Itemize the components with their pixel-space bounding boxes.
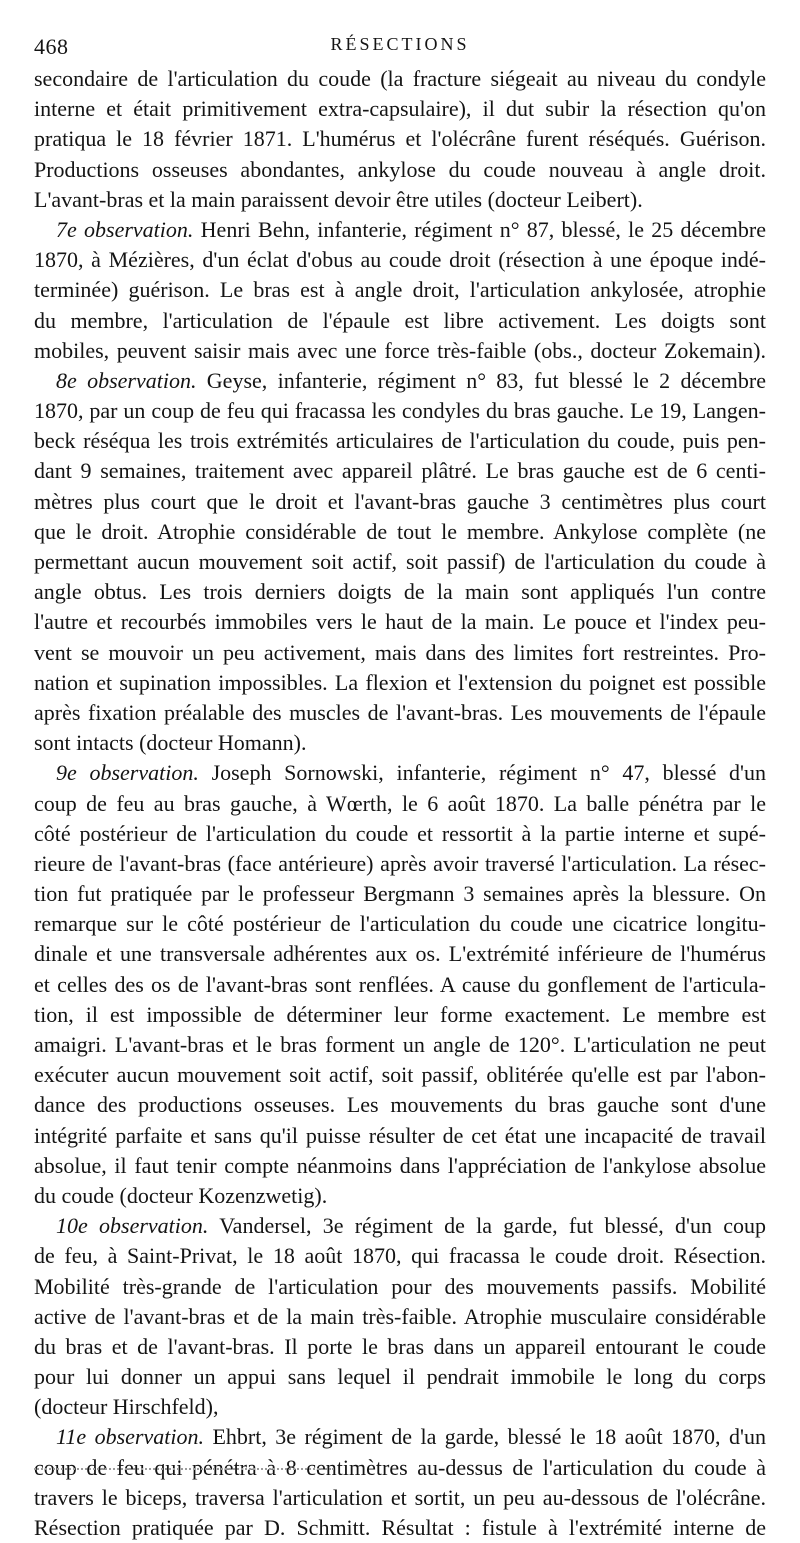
line-text: intégrité parfaite et sans qu'il puisse résulter de cet état une incapacité de travail: [34, 1122, 766, 1148]
text-line: [34, 64, 766, 94]
line-text: 1870, à Mézières, d'un éclat d'obus au coude droit (résection à une époque indé-: [34, 247, 766, 273]
text-line: [34, 789, 766, 819]
line-text: Résection pratiquée par D. Schmitt. Résultat : fistule à l'extrémité interne de: [34, 1515, 766, 1540]
line-text: côté postérieur de l'articulation du coude et ressortit à la partie interne et supé-: [34, 820, 766, 846]
text-line: [34, 1121, 766, 1151]
line-text: Geyse, infanterie, régiment n° 83, fut blessé le 2 décembre: [196, 367, 766, 393]
text-line: [34, 577, 766, 607]
text-line: [34, 668, 766, 698]
line-text: que le droit. Atrophie considérable de tout le membre. Ankylose complète (ne: [34, 518, 766, 544]
line-text: terminée) guérison. Le bras est à angle droit, l'articulation ankylosée, atrophie: [34, 277, 766, 303]
text-line: [34, 185, 766, 215]
line-text: pour lui donner un appui sans lequel il pendrait immobile le long du corps: [34, 1364, 766, 1390]
text-line: [34, 155, 766, 185]
line-text: amaigri. L'avant-bras et le bras forment un angle de 120°. L'articulation ne peut: [34, 1032, 766, 1057]
text-line: [34, 1151, 766, 1181]
text-line: [34, 939, 766, 969]
text-line: [34, 607, 766, 637]
text-line: [34, 1332, 766, 1362]
line-text: angle obtus. Les trois derniers doigts de la main sont appliqués l'un contre: [34, 579, 766, 605]
text-line: [34, 517, 766, 547]
line-text: Henri Behn, infanterie, régiment n° 87, blessé, le 25 décembre: [193, 216, 766, 242]
text-line: [34, 124, 766, 154]
line-text: tion, il est impossible de déterminer leur forme exactement. Le membre est: [34, 1001, 766, 1027]
text-line: [34, 849, 766, 879]
line-text: absolue, il faut tenir compte néanmoins dans l'appréciation de l'ankylose absolue: [34, 1152, 766, 1178]
text-line: [34, 1362, 766, 1392]
text-line: [34, 1211, 766, 1241]
line-text: beck réséqua les trois extrémités articulaires de l'articulation du coude, puis pen-: [34, 428, 766, 454]
page-number: 468: [34, 34, 69, 59]
line-text: du bras et de l'avant-bras. Il porte le bras dans un appareil entourant le coude: [34, 1333, 766, 1359]
text-line: [34, 758, 766, 788]
line-text: (docteur Hirschfeld),: [34, 1394, 219, 1420]
line-text: l'autre et recourbés immobiles vers le haut de la main. Le pouce et l'index peu-: [34, 609, 766, 635]
text-line: [34, 1090, 766, 1120]
text-line: [34, 1241, 766, 1271]
observation-label: 8e observation.: [56, 367, 197, 393]
line-text: de feu, à Saint-Privat, le 18 août 1870, qui fracassa le coude droit. Résection.: [34, 1243, 766, 1269]
line-text: pratiqua le 18 février 1871. L'humérus et l'olécrâne furent réséqués. Guérison.: [34, 126, 766, 152]
line-text: dinale et une transversale adhérentes aux os. L'extrémité inférieure de l'humérus: [34, 941, 766, 967]
line-text: Joseph Sornowski, infanterie, régiment n° 47, blessé d'un: [198, 760, 766, 786]
line-text: 1870, par un coup de feu qui fracassa les condyles du bras gauche. Le 19, Langen-: [34, 398, 766, 424]
observation-label: 11e observation.: [56, 1424, 204, 1450]
line-text: L'avant-bras et la main paraissent devoir être utiles (docteur Leibert).: [34, 186, 643, 212]
line-text: Vandersel, 3e régiment de la garde, fut blessé, d'un coup: [208, 1213, 766, 1239]
observation-label: 10e observation.: [56, 1213, 209, 1239]
line-text: et celles des os de l'avant-bras sont renflées. A cause du gonflement de l'articula-: [34, 971, 766, 997]
line-text: Ehbrt, 3e régiment de la garde, blessé le 18 août 1870, d'un: [203, 1424, 766, 1450]
text-line: [34, 1060, 766, 1090]
text-line: [34, 215, 766, 245]
line-text: mobiles, peuvent saisir mais avec une force très-faible (obs., docteur Zokemain).: [34, 337, 766, 363]
text-line: [34, 909, 766, 939]
line-text: permettant aucun mouvement soit actif, soit passif) de l'articulation du coude à: [34, 549, 766, 574]
text-line: [34, 1272, 766, 1302]
observation-label: 9e observation.: [56, 760, 199, 786]
line-text: Productions osseuses abondantes, ankylose du coude nouveau à angle droit.: [34, 156, 766, 182]
line-text: sont intacts (docteur Homann).: [34, 730, 307, 756]
text-line: [34, 638, 766, 668]
text-line: [34, 1392, 766, 1422]
line-text: dant 9 semaines, traitement avec appareil plâtré. Le bras gauche est de 6 centi-: [34, 458, 766, 484]
text-line: [34, 275, 766, 305]
text-line: [34, 698, 766, 728]
line-text: du coude (docteur Kozenzwetig).: [34, 1182, 328, 1208]
text-line: [34, 487, 766, 517]
text-line: [34, 1181, 766, 1211]
text-line: [34, 1000, 766, 1030]
text-line: [34, 94, 766, 124]
line-text: rieure de l'avant-bras (face antérieure) après avoir traversé l'articulation. La résec-: [34, 850, 766, 876]
line-text: coup de feu au bras gauche, à Wœrth, le 6 août 1870. La balle pénétra par le: [34, 790, 766, 816]
text-line: [34, 728, 766, 758]
line-text: mètres plus court que le droit et l'avant-bras gauche 3 centimètres plus court: [34, 488, 766, 514]
line-text: vent se mouvoir un peu activement, mais dans des limites fort restreintes. Pro-: [34, 639, 766, 665]
line-text: après fixation préalable des muscles de l'avant-bras. Les mouvements de l'épaule: [34, 699, 766, 725]
text-line: [34, 1483, 766, 1513]
text-line: [34, 245, 766, 275]
running-head: [34, 34, 766, 64]
footer-rule: [34, 1468, 334, 1470]
text-line: [34, 396, 766, 426]
line-text: dance des productions osseuses. Les mouvements du bras gauche sont d'une: [34, 1092, 766, 1118]
observation-label: 7e observation.: [56, 216, 194, 242]
line-text: exécuter aucun mouvement soit actif, soit passif, oblitérée qu'elle est par l'abon-: [34, 1062, 766, 1088]
text-line: [34, 819, 766, 849]
line-text: du membre, l'articulation de l'épaule est libre activement. Les doigts sont: [34, 307, 766, 333]
text-line: [34, 547, 766, 577]
line-text: travers le biceps, traversa l'articulation et sortit, un peu au-dessous de l'olécrâne.: [34, 1484, 766, 1510]
line-text: interne et était primitivement extra-capsulaire), il dut subir la résection qu'on: [34, 96, 766, 122]
text-line: [34, 336, 766, 366]
text-line: [34, 1513, 766, 1543]
body-text: [34, 64, 766, 1543]
text-line: [34, 1422, 766, 1452]
running-title: RÉSECTIONS: [330, 34, 470, 54]
text-line: [34, 426, 766, 456]
line-text: coup de feu qui pénétra à 8 centimètres au-dessus de l'articulation du coude à: [34, 1454, 766, 1480]
text-line: [34, 456, 766, 486]
line-text: secondaire de l'articulation du coude (la fracture siégeait au niveau du condyle: [34, 66, 766, 91]
line-text: remarque sur le côté postérieur de l'articulation du coude une cicatrice longitu-: [34, 911, 766, 937]
text-line: [34, 1302, 766, 1332]
line-text: active de l'avant-bras et de la main très-faible. Atrophie musculaire considérable: [34, 1303, 766, 1329]
line-text: nation et supination impossibles. La flexion et l'extension du poignet est possible: [34, 669, 766, 695]
line-text: tion fut pratiquée par le professeur Bergmann 3 semaines après la blessure. On: [34, 881, 766, 907]
text-line: [34, 879, 766, 909]
text-line: [34, 1030, 766, 1060]
text-line: [34, 970, 766, 1000]
line-text: Mobilité très-grande de l'articulation pour des mouvements passifs. Mobilité: [34, 1273, 766, 1299]
text-line: [34, 366, 766, 396]
text-line: [34, 306, 766, 336]
